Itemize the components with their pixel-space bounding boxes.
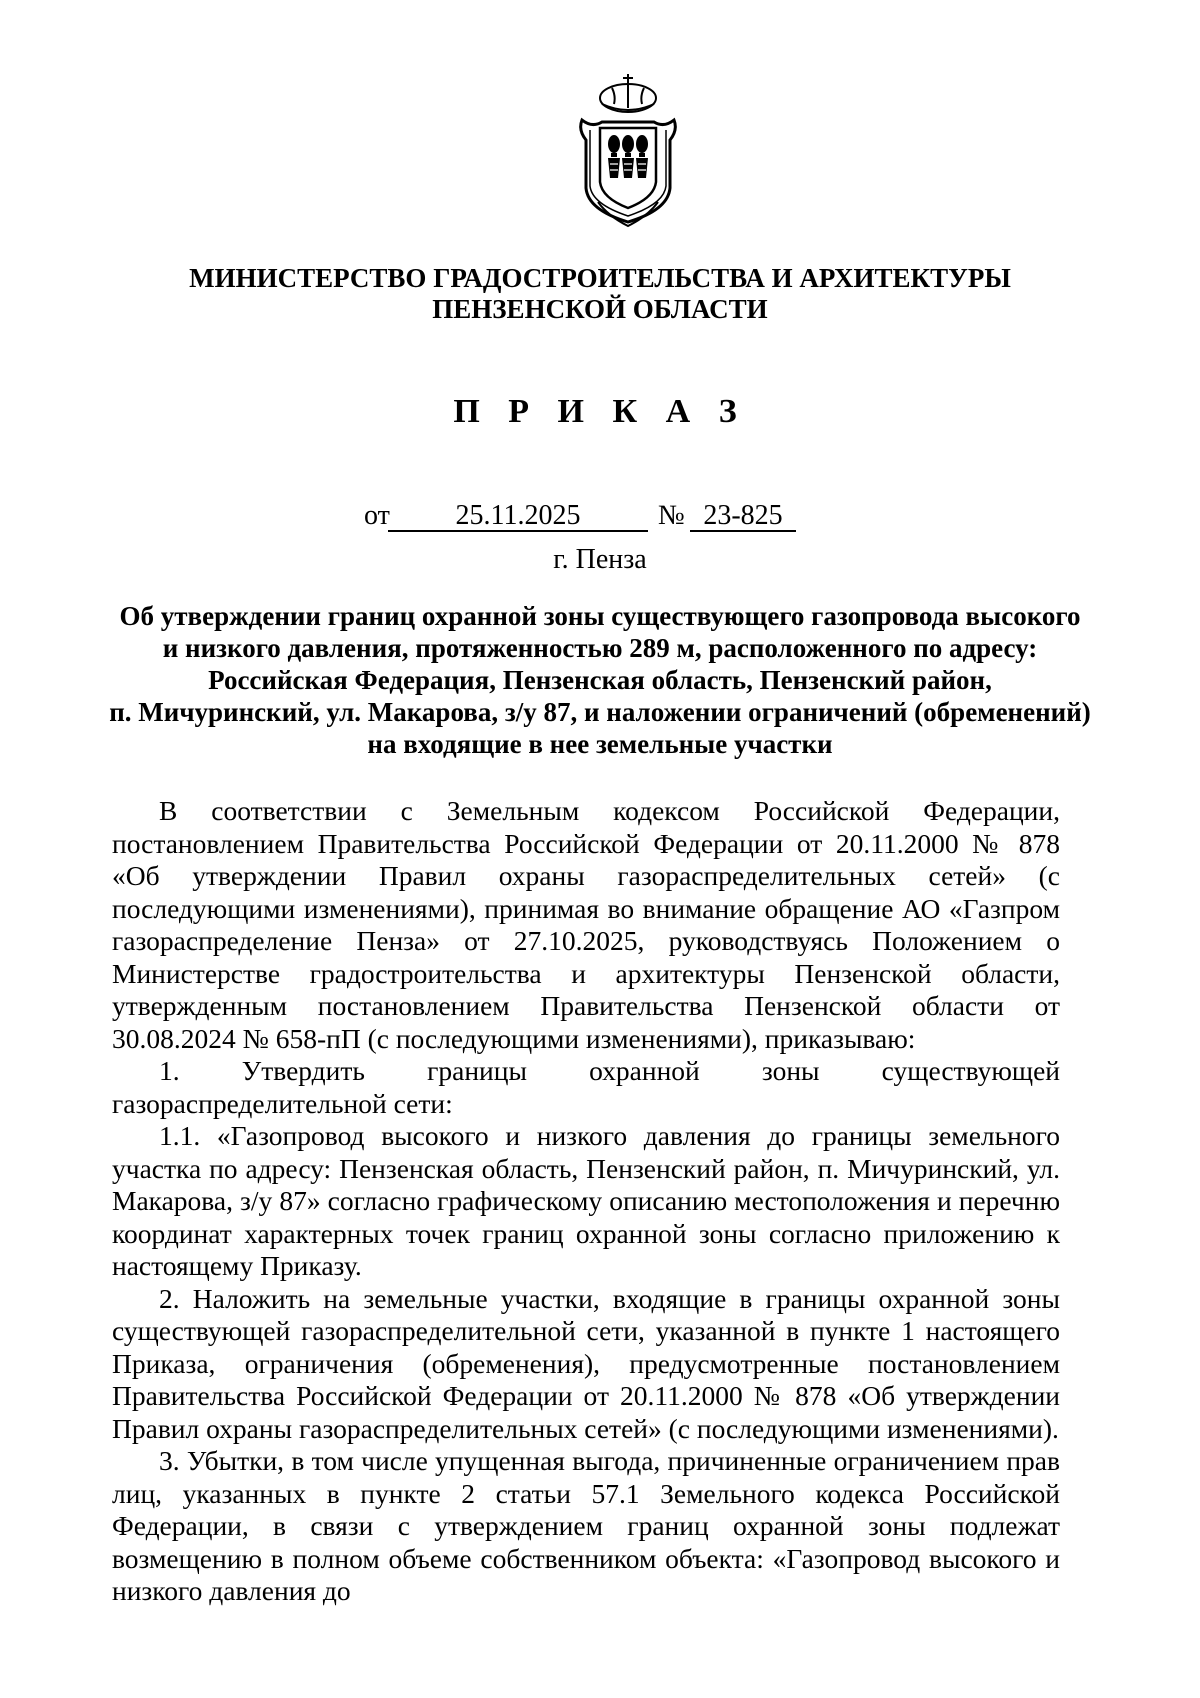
document-type-title: П Р И К А З [453, 393, 747, 430]
subject-line: Об утверждении границ охранной зоны существующего газопровода высокого [119, 601, 1081, 631]
date-prefix-label: от [364, 500, 390, 531]
subject-line: п. Мичуринский, ул. Макарова, з/у 87, и наложении ограничений (обременений) [109, 697, 1091, 727]
subject-line: на входящие в нее земельные участки [367, 729, 833, 759]
clause-2-paragraph: 2. Наложить на земельные участки, входящие в границы охранной зоны существующей газораспределительной сети, указанной в пункте 1 настоящего Приказа, ограничения (обременения), предусмотренные постановлением Правительства Российской Федерации от 20.11.2000 № 878 «Об утверждении Правил охраны газораспределительных сетей» (с последующими изменениями). [112, 1282, 1060, 1444]
subject-line: и низкого давления, протяженностью 289 м, расположенного по адресу: [162, 633, 1038, 663]
clause-3-paragraph: 3. Убытки, в том числе упущенная выгода, причиненные ограничением прав лиц, указанных в пункте 2 статьи 57.1 Земельного кодекса Российской Федерации, в связи с утверждением границ охранной зоны подлежат возмещению в полном объеме собственником объекта: «Газопровод высокого и низкого давления до [112, 1445, 1060, 1606]
order-body [112, 795, 1060, 1608]
preamble-paragraph: В соответствии с Земельным кодексом Российской Федерации, постановлением Правительства Российской Федерации от 20.11.2000 № 878 «Об утверждении Правил охраны газораспределительных сетей» (с последующими изменениями), принимая во внимание обращение АО «Газпром газораспределение Пенза» от 27.10.2025, руководствуясь Положением о Министерстве градостроительства и архитектуры Пензенской области, утвержденным постановлением Правительства Пензенской области от 30.08.2024 № 658-пП (с последующими изменениями), приказываю: [112, 795, 1060, 1054]
coat-of-arms-icon [568, 70, 688, 230]
ministry-name-line2: ПЕНЗЕНСКОЙ ОБЛАСТИ [432, 294, 768, 324]
clause-1-paragraph: 1. Утвердить границы охранной зоны существующей газораспределительной сети: [112, 1055, 1060, 1119]
subject-line: Российская Федерация, Пензенская область, Пензенский район, [208, 665, 992, 695]
ministry-name-line1: МИНИСТЕРСТВО ГРАДОСТРОИТЕЛЬСТВА И АРХИТЕКТУРЫ [189, 263, 1011, 293]
order-subject [100, 600, 1100, 760]
clause-1-1-paragraph: 1.1. «Газопровод высокого и низкого давления до границы земельного участка по адресу: Пензенская область, Пензенский район, п. Мичуринский, ул. Макарова, з/у 87» согласно графическому описанию местоположения и перечню координат характерных точек границ охранной зоны согласно приложению к настоящему Приказу. [112, 1120, 1060, 1281]
city-line: г. Пенза [553, 544, 647, 575]
order-date: 25.11.2025 [388, 500, 648, 532]
order-number: 23-825 [690, 500, 796, 532]
number-sign-label: № [658, 500, 685, 531]
